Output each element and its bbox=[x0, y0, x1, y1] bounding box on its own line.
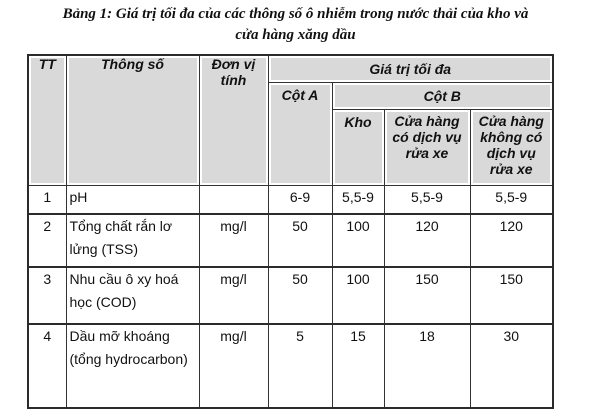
row-store-with-carwash: 120 bbox=[384, 214, 470, 267]
row-column-a: 6-9 bbox=[268, 185, 332, 214]
table-row bbox=[28, 185, 553, 214]
header-kho: Kho bbox=[332, 109, 384, 185]
header-max-value: Giá trị tối đa bbox=[268, 55, 553, 82]
row-number: 2 bbox=[28, 214, 66, 267]
row-number: 1 bbox=[28, 185, 66, 214]
row-unit: mg/l bbox=[199, 267, 268, 324]
table-row bbox=[28, 267, 553, 324]
row-column-a: 50 bbox=[268, 214, 332, 267]
header-store-without-carwash: Cửa hàng không có dịch vụ rửa xe bbox=[470, 109, 553, 185]
table-row bbox=[28, 324, 553, 408]
row-unit: mg/l bbox=[199, 324, 268, 408]
row-column-a: 5 bbox=[268, 324, 332, 408]
row-unit: mg/l bbox=[199, 214, 268, 267]
row-parameter: Dầu mỡ khoáng (tổng hydrocarbon) bbox=[66, 324, 199, 408]
table-row bbox=[28, 214, 553, 267]
row-number: 3 bbox=[28, 267, 66, 324]
header-unit: Đơn vị tính bbox=[199, 55, 268, 185]
row-kho: 5,5-9 bbox=[332, 185, 384, 214]
caption-line-2: cửa hàng xăng dầu bbox=[235, 27, 356, 43]
row-kho: 15 bbox=[332, 324, 384, 408]
header-tt: TT bbox=[28, 55, 66, 185]
row-number: 4 bbox=[28, 324, 66, 408]
header-column-a: Cột A bbox=[268, 82, 332, 185]
caption-line-1: Bảng 1: Giá trị tối đa của các thông số ô nhiễm trong nước thải của kho và bbox=[62, 6, 529, 22]
row-kho: 100 bbox=[332, 267, 384, 324]
row-store-without-carwash: 150 bbox=[470, 267, 553, 324]
header-store-with-carwash: Cửa hàng có dịch vụ rửa xe bbox=[384, 109, 470, 185]
header-parameter: Thông số bbox=[66, 55, 199, 185]
row-parameter: pH bbox=[66, 185, 199, 214]
row-store-without-carwash: 5,5-9 bbox=[470, 185, 553, 214]
row-parameter: Tổng chất rắn lơ lửng (TSS) bbox=[66, 214, 199, 267]
row-parameter: Nhu cầu ô xy hoá học (COD) bbox=[66, 267, 199, 324]
header-column-b: Cột B bbox=[332, 82, 553, 109]
row-store-with-carwash: 150 bbox=[384, 267, 470, 324]
row-store-with-carwash: 18 bbox=[384, 324, 470, 408]
row-store-with-carwash: 5,5-9 bbox=[384, 185, 470, 214]
row-kho: 100 bbox=[332, 214, 384, 267]
row-unit bbox=[199, 185, 268, 214]
row-store-without-carwash: 120 bbox=[470, 214, 553, 267]
table-caption bbox=[0, 4, 591, 46]
pollutant-limits-table bbox=[27, 54, 554, 409]
row-column-a: 50 bbox=[268, 267, 332, 324]
row-store-without-carwash: 30 bbox=[470, 324, 553, 408]
